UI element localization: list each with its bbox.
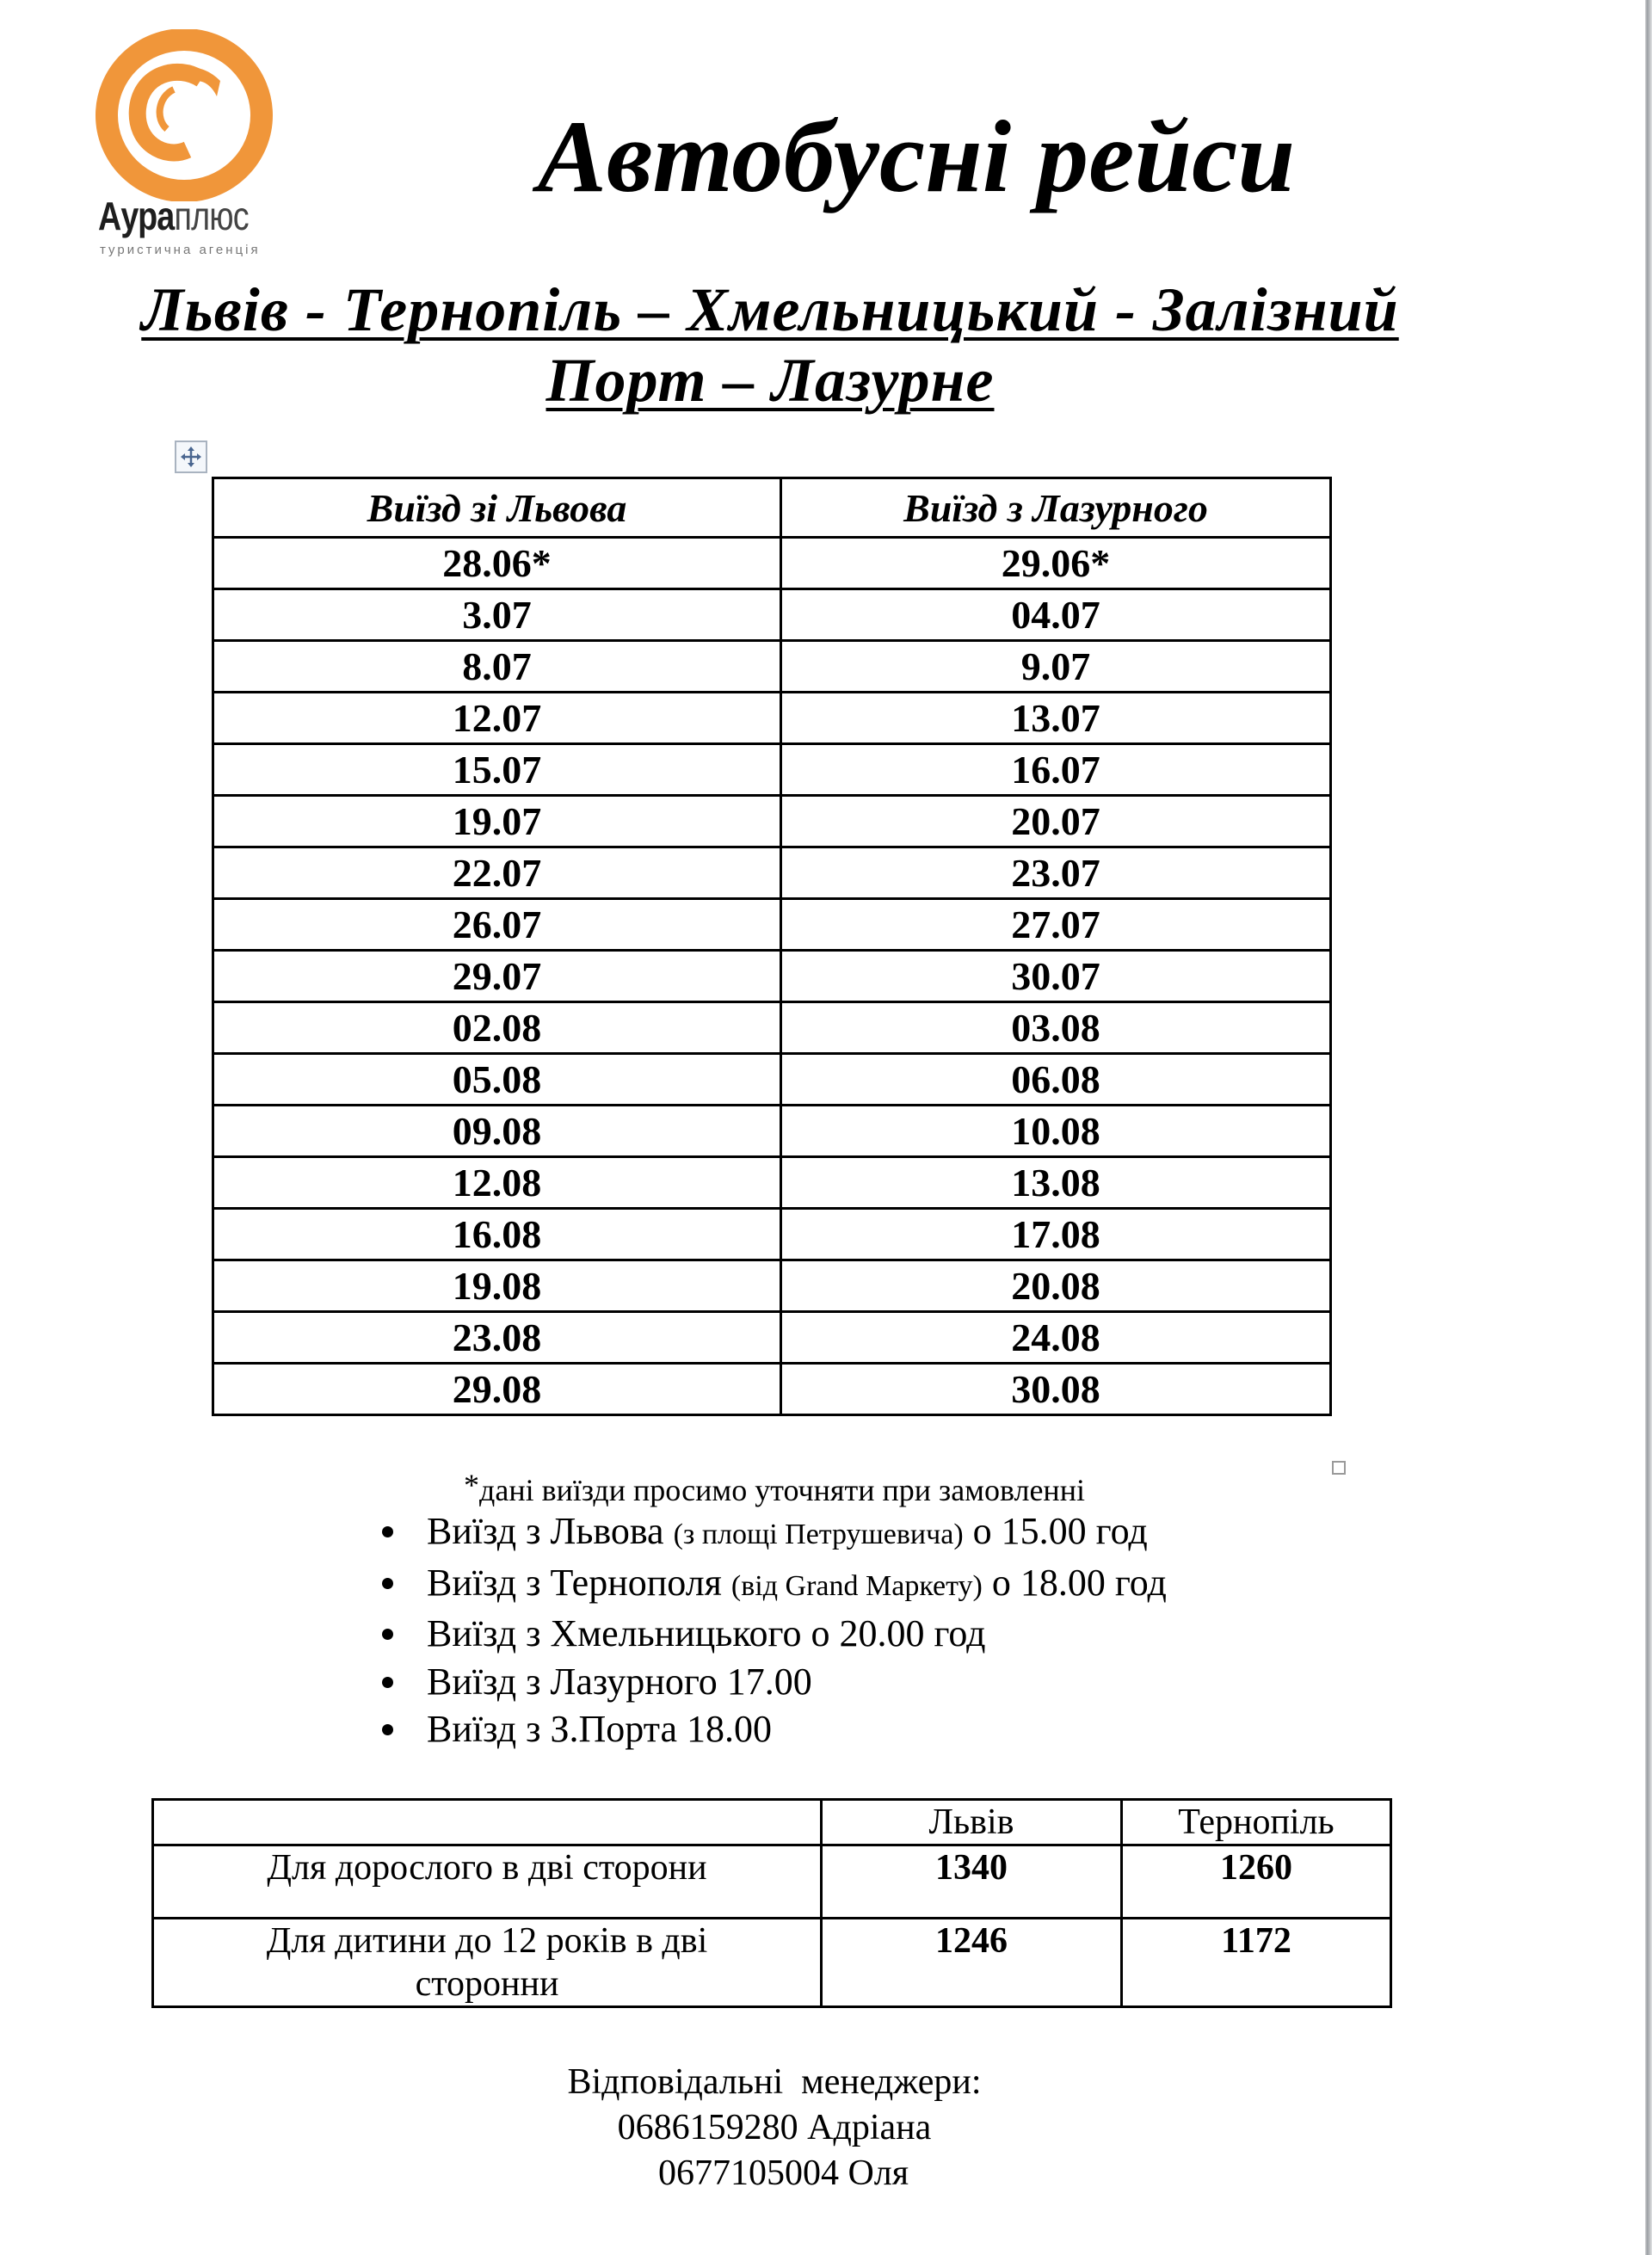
bullet-icon [382, 1578, 393, 1589]
list-item [379, 1610, 1167, 1658]
footnote [413, 1468, 1136, 1507]
departure-date-lazurne: 06.08 [781, 1054, 1331, 1106]
table-row [213, 1054, 1331, 1106]
list-item [379, 1507, 1167, 1559]
table-row [213, 951, 1331, 1002]
footnote-text: дані виїзди просимо уточняти при замовленні [479, 1473, 1085, 1507]
departure-text: Виїзд з Тернополя [427, 1561, 731, 1604]
table-row [213, 744, 1331, 796]
route-line-1: Львів - Тернопіль – Хмельницький - Залізний [141, 275, 1399, 344]
departure-date-lazurne: 16.07 [781, 744, 1331, 796]
table-row [213, 796, 1331, 847]
move-arrows-icon [179, 445, 203, 469]
table-row [213, 899, 1331, 951]
manager-contact: 0677105004 Оля [639, 2153, 909, 2193]
manager-contact: 0686159280 Адріана [617, 2108, 932, 2147]
departure-date-lviv: 28.06* [213, 538, 781, 589]
list-item [379, 1658, 1167, 1706]
price-value-lviv: 1246 [822, 1919, 1122, 2007]
price-row-adult [153, 1845, 1391, 1919]
column-header-from-lazurne: Виїзд з Лазурного [781, 478, 1331, 538]
table-move-handle[interactable] [175, 441, 207, 473]
departure-date-lviv: 22.07 [213, 847, 781, 899]
departure-note: (від Grand Маркету) [730, 1569, 983, 1602]
logo-name-light: плюс [174, 194, 249, 238]
departure-date-lviv: 26.07 [213, 899, 781, 951]
logo-wordmark [98, 194, 249, 237]
departure-date-lazurne: 24.08 [781, 1312, 1331, 1364]
page-edge-scrollbar [1645, 0, 1652, 2255]
departure-date-lviv: 12.08 [213, 1157, 781, 1209]
table-row [213, 1312, 1331, 1364]
schedule-table [212, 477, 1332, 1416]
departure-date-lazurne: 13.07 [781, 693, 1331, 744]
table-row [213, 693, 1331, 744]
departure-date-lazurne: 30.07 [781, 951, 1331, 1002]
departure-date-lazurne: 17.08 [781, 1209, 1331, 1260]
price-value-ternopil: 1260 [1122, 1845, 1391, 1919]
departure-date-lazurne: 20.07 [781, 796, 1331, 847]
departure-note: (з площі Петрушевича) [673, 1519, 964, 1550]
bullet-icon [382, 1677, 393, 1688]
departure-date-lviv: 16.08 [213, 1209, 781, 1260]
swirl-logo-icon [91, 29, 280, 201]
logo-name-bold: Аура [98, 194, 175, 238]
table-row [213, 1002, 1331, 1054]
price-table [151, 1798, 1392, 2008]
departure-time: о 15.00 год [963, 1510, 1148, 1552]
table-row [213, 589, 1331, 641]
table-resize-handle[interactable] [1332, 1461, 1346, 1475]
departure-date-lazurne: 03.08 [781, 1002, 1331, 1054]
departure-date-lviv: 15.07 [213, 744, 781, 796]
departure-date-lviv: 05.08 [213, 1054, 781, 1106]
departure-date-lazurne: 23.07 [781, 847, 1331, 899]
bullet-icon [382, 1629, 393, 1640]
price-header-ternopil: Тернопіль [1122, 1800, 1391, 1845]
price-header-lviv: Львів [822, 1800, 1122, 1845]
departure-text: Виїзд з Львова [427, 1510, 674, 1552]
logo-tagline: туристична агенція [100, 243, 261, 257]
price-header-row [153, 1800, 1391, 1845]
departure-date-lviv: 29.08 [213, 1364, 781, 1415]
departure-date-lazurne: 27.07 [781, 899, 1331, 951]
departure-date-lazurne: 30.08 [781, 1364, 1331, 1415]
price-row-child [153, 1919, 1391, 2007]
price-value-ternopil: 1172 [1122, 1919, 1391, 2007]
list-item [379, 1559, 1167, 1611]
table-row [213, 1364, 1331, 1415]
departure-time: о 18.00 год [982, 1561, 1167, 1604]
list-item [379, 1705, 1167, 1753]
managers-heading: Відповідальні менеджери: [567, 2062, 982, 2102]
departure-date-lazurne: 10.08 [781, 1106, 1331, 1157]
price-label: Для дорослого в дві сторони [153, 1845, 822, 1919]
route-line-2: Порт – Лазурне [546, 346, 995, 415]
table-row [213, 641, 1331, 693]
departure-date-lviv: 09.08 [213, 1106, 781, 1157]
page-title: Автобусні рейси [537, 99, 1296, 213]
column-header-from-lviv: Виїзд зі Львова [213, 478, 781, 538]
schedule-header-row [213, 478, 1331, 538]
departure-times-list [379, 1507, 1167, 1753]
departure-date-lviv: 23.08 [213, 1312, 781, 1364]
table-row [213, 538, 1331, 589]
departure-text: Виїзд з Лазурного 17.00 [427, 1660, 812, 1703]
departure-date-lviv: 19.07 [213, 796, 781, 847]
footnote-asterisk: * [464, 1468, 480, 1502]
departure-date-lazurne: 29.06* [781, 538, 1331, 589]
departure-text: Виїзд з З.Порта 18.00 [427, 1708, 773, 1750]
table-row [213, 1260, 1331, 1312]
table-row [213, 1157, 1331, 1209]
departure-date-lviv: 8.07 [213, 641, 781, 693]
departure-date-lazurne: 04.07 [781, 589, 1331, 641]
table-row [213, 1209, 1331, 1260]
price-label: Для дитини до 12 років в дві сторонни [153, 1919, 822, 2007]
bullet-icon [382, 1526, 393, 1537]
price-value-lviv: 1340 [822, 1845, 1122, 1919]
departure-date-lviv: 29.07 [213, 951, 781, 1002]
table-row [213, 847, 1331, 899]
company-logo [86, 26, 310, 267]
departure-date-lviv: 19.08 [213, 1260, 781, 1312]
departure-text: Виїзд з Хмельницького о 20.00 год [427, 1612, 986, 1654]
departure-date-lazurne: 20.08 [781, 1260, 1331, 1312]
departure-date-lviv: 02.08 [213, 1002, 781, 1054]
table-row [213, 1106, 1331, 1157]
departure-date-lazurne: 9.07 [781, 641, 1331, 693]
bullet-icon [382, 1724, 393, 1735]
managers-contacts [430, 2060, 1119, 2196]
departure-date-lazurne: 13.08 [781, 1157, 1331, 1209]
departure-date-lviv: 12.07 [213, 693, 781, 744]
departure-date-lviv: 3.07 [213, 589, 781, 641]
price-header-empty [153, 1800, 822, 1845]
